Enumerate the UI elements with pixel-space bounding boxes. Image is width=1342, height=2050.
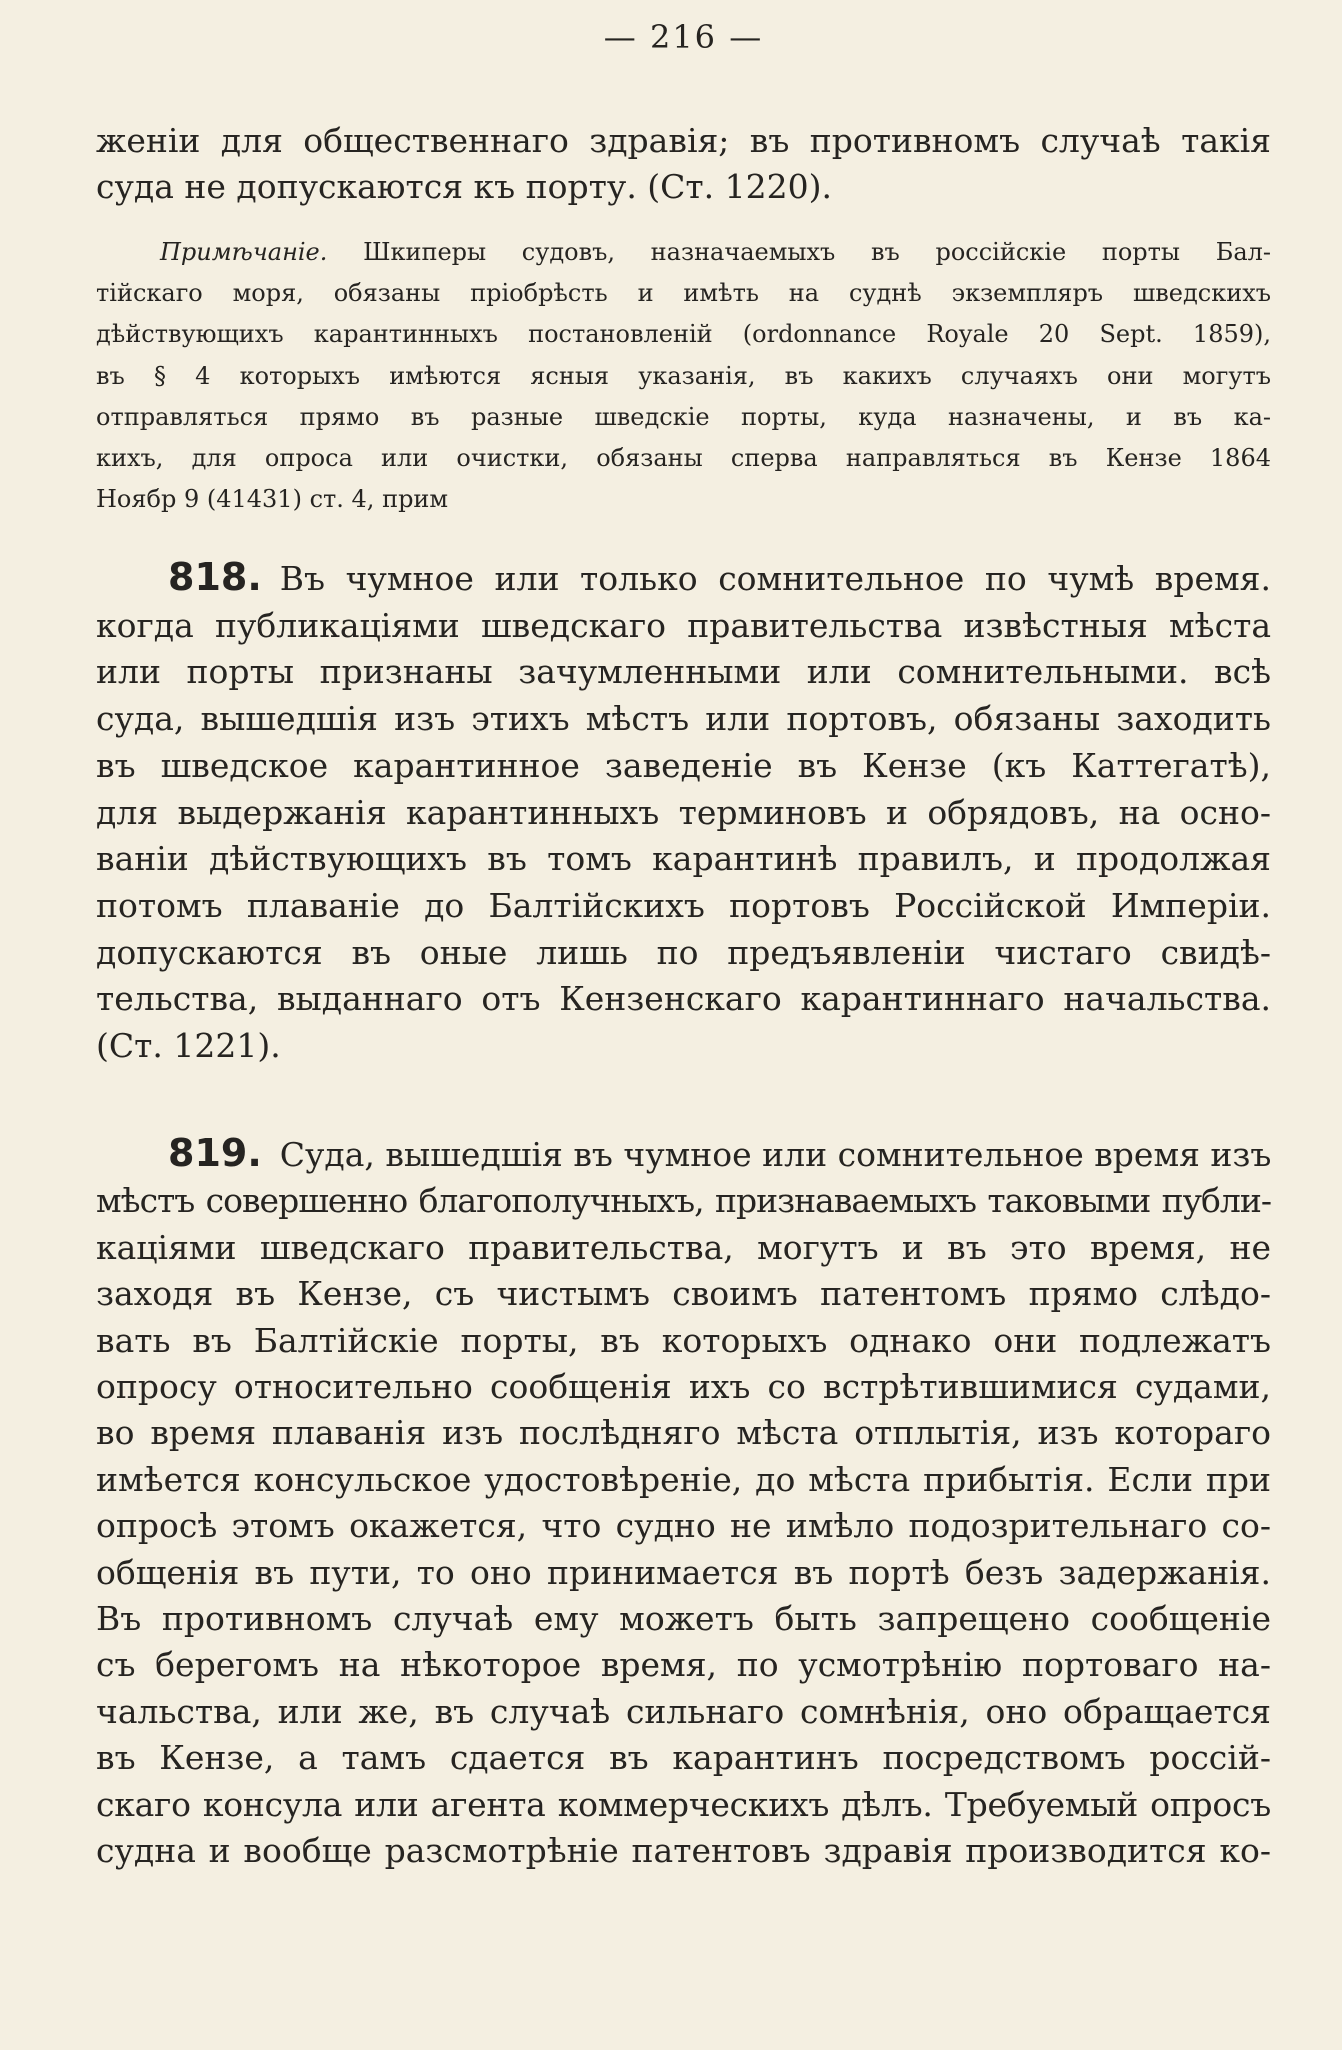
page-number: — 216 — bbox=[603, 18, 764, 56]
text-line: заходя въ Кензе, съ чистымъ своимъ патентомъ прямо слѣдо- bbox=[96, 1274, 1271, 1314]
text-line: скаго консула или агента коммерческихъ дѣлъ. Требуемый опросъ bbox=[96, 1784, 1271, 1824]
text-line: женіи для общественнаго здравія; въ противномъ случаѣ такія bbox=[96, 121, 1271, 160]
text-line: чальства, или же, въ случаѣ сильнаго сомнѣнія, оно обращается bbox=[96, 1691, 1271, 1731]
article-first-line: Суда, вышедшія въ чумное или сомнительное время изъ bbox=[279, 1135, 1271, 1174]
text-line bbox=[96, 1130, 1271, 1178]
text-line: отправляться прямо въ разные шведскіе порты, куда назначены, и въ ка- bbox=[96, 402, 1271, 431]
text-line: во время плаванія изъ послѣдняго мѣста отплытія, изъ котораго bbox=[96, 1413, 1271, 1453]
text-line: опросѣ этомъ окажется, что судно не имѣло подозрительнаго со- bbox=[96, 1506, 1271, 1546]
text-line: Ноябр 9 (41431) ст. 4, прим bbox=[96, 485, 449, 514]
text-line: или порты признаны зачумленными или сомнительными. всѣ bbox=[96, 652, 1271, 692]
text-line: мѣстъ совершенно благополучныхъ, признаваемыхъ таковыми публи- bbox=[96, 1181, 1271, 1221]
text-line: тійскаго моря, обязаны пріобрѣсть и имѣть на суднѣ экземпляръ шведскихъ bbox=[96, 279, 1271, 308]
text-line: суда не допускаются къ порту. (Ст. 1220). bbox=[96, 167, 833, 206]
text-line: допускаются въ оные лишь по предъявленіи чистаго свидѣ- bbox=[96, 932, 1271, 972]
text-line: судна и вообще разсмотрѣніе патентовъ здравія производится ко- bbox=[96, 1831, 1271, 1871]
document-page bbox=[96, 0, 1271, 2050]
article-number: 819. bbox=[168, 1131, 262, 1175]
text-line: тельства, выданнаго отъ Кензенскаго карантиннаго начальства. bbox=[96, 979, 1271, 1019]
text-line: ваніи дѣйствующихъ въ томъ карантинѣ правилъ, и продолжая bbox=[96, 839, 1271, 879]
text-line: (Ст. 1221). bbox=[96, 1026, 281, 1066]
text-line: опросу относительно сообщенія ихъ со встрѣтившимися судами, bbox=[96, 1367, 1271, 1407]
note-label: Примѣчаніе. bbox=[160, 238, 328, 266]
paragraph-intro bbox=[96, 118, 1271, 210]
text-line: для выдержанія карантинныхъ терминовъ и обрядовъ, на осно- bbox=[96, 792, 1271, 832]
text-line: дѣйствующихъ карантинныхъ постановленій (ordonnance Royale 20 Sept. 1859), bbox=[96, 320, 1271, 349]
text-line: суда, вышедшія изъ этихъ мѣстъ или портовъ, обязаны заходить bbox=[96, 699, 1271, 739]
text-line: общенія въ пути, то оно принимается въ портѣ безъ задержанія. bbox=[96, 1552, 1271, 1592]
text-line: съ берегомъ на нѣкоторое время, по усмотрѣнію портоваго на- bbox=[96, 1645, 1271, 1685]
text-line: когда публикаціями шведскаго правительства извѣстныя мѣста bbox=[96, 605, 1271, 645]
article-818 bbox=[96, 554, 1271, 1070]
text-line: имѣется консульское удостовѣреніе, до мѣста прибытія. Если при bbox=[96, 1459, 1271, 1499]
text-line: Въ противномъ случаѣ ему можетъ быть запрещено сообщеніе bbox=[96, 1599, 1271, 1639]
text-line: каціями шведскаго правительства, могутъ и въ это время, не bbox=[96, 1227, 1271, 1267]
text-line: въ Кензе, а тамъ сдается въ карантинъ посредствомъ россій- bbox=[96, 1738, 1271, 1778]
note-first-line: Шкиперы судовъ, назначаемыхъ въ россійскіе порты Бал- bbox=[327, 238, 1271, 266]
text-line bbox=[96, 554, 1271, 603]
text-line bbox=[96, 232, 1271, 273]
article-first-line: Въ чумное или только сомнительное по чумѣ время. bbox=[279, 559, 1271, 598]
text-line: въ § 4 которыхъ имѣются ясныя указанія, въ какихъ случаяхъ они могутъ bbox=[96, 361, 1271, 390]
text-line: кихъ, для опроса или очистки, обязаны сперва направляться въ Кензе 1864 bbox=[96, 444, 1271, 473]
text-line: вать въ Балтійскіе порты, въ которыхъ однако они подлежатъ bbox=[96, 1320, 1271, 1360]
text-line: потомъ плаваніе до Балтійскихъ портовъ Россійской Имперіи. bbox=[96, 885, 1271, 925]
article-number: 818. bbox=[168, 555, 262, 599]
note-paragraph bbox=[96, 232, 1271, 520]
text-line: въ шведское карантинное заведеніе въ Кензе (къ Каттегатѣ), bbox=[96, 745, 1271, 785]
article-819 bbox=[96, 1130, 1271, 1875]
